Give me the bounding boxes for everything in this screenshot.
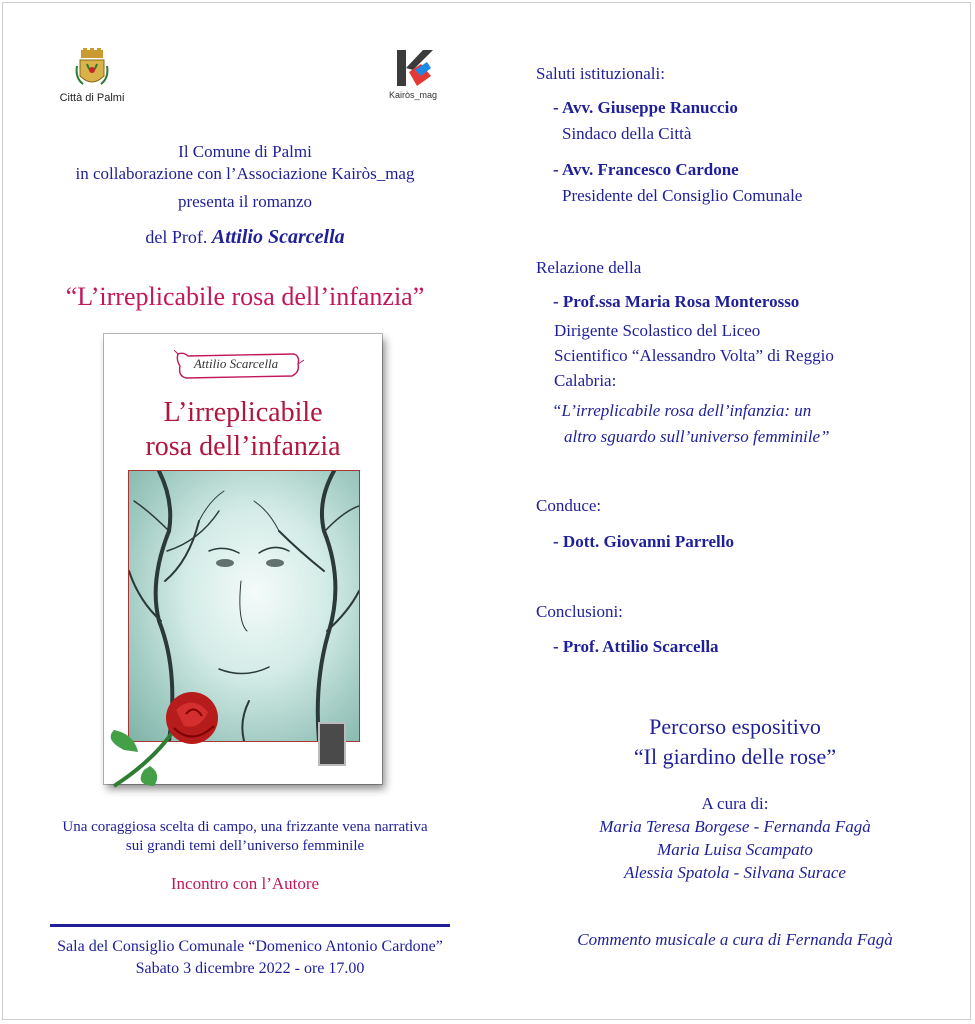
red-rose-icon [104, 690, 234, 790]
exhibition-line-2: “Il giardino delle rose” [633, 744, 837, 769]
speaker-4-name: - Dott. Giovanni Parrello [553, 532, 734, 551]
cover-author: Attilio Scarcella [193, 356, 279, 371]
venue-date: Sabato 3 dicembre 2022 - ore 17.00 [135, 960, 365, 977]
cover-title-line-2: rosa dell’infanzia [145, 431, 341, 462]
relazione-heading: Relazione della [536, 258, 642, 277]
curators-line-2: Maria Luisa Scampato [657, 840, 813, 859]
speaker-1-name: - Avv. Giuseppe Ranuccio [553, 98, 738, 117]
curators [560, 792, 910, 884]
exhibition-title [560, 712, 910, 772]
speaker-3-name: - Prof.ssa Maria Rosa Monterosso [553, 292, 800, 311]
venue [30, 936, 470, 980]
exhibition-line-1: Percorso espositivo [649, 714, 821, 739]
author-prefix: del Prof. [145, 227, 208, 247]
speaker-3-role [554, 318, 914, 393]
book-cover [104, 334, 382, 784]
curators-line-1: Maria Teresa Borgese - Fernanda Fagà [599, 817, 871, 836]
palmi-logo [52, 48, 132, 104]
speaker-2-role: Presidente del Consiglio Comunale [562, 186, 803, 205]
intro-line-3: presenta il romanzo [177, 192, 313, 211]
speaker-3-role-line-3: Calabria: [554, 371, 617, 390]
speaker-2-name: - Avv. Francesco Cardone [553, 160, 739, 179]
author-line [40, 226, 450, 249]
cover-title-line-1: L’irreplicabile [163, 397, 323, 428]
saluti-heading: Saluti istituzionali: [536, 64, 665, 83]
kairos-k-icon [391, 46, 435, 90]
tagline-line-2: sui grandi temi dell’universo femminile [125, 838, 365, 854]
city-crest-icon [75, 48, 109, 90]
speaker-3-role-line-2: Scientifico “Alessandro Volta” di Reggio [554, 346, 834, 365]
author-name: Attilio Scarcella [211, 226, 345, 248]
talk-title [552, 398, 904, 450]
speaker-5-name: - Prof. Attilio Scarcella [553, 637, 719, 656]
venue-line-1: Sala del Consiglio Comunale “Domenico Antonio Cardone” [57, 938, 443, 955]
music-credit: Commento musicale a cura di Fernanda Fagà [577, 930, 893, 949]
meet-author: Incontro con l’Autore [170, 874, 320, 893]
conduce-heading: Conduce: [536, 496, 602, 515]
talk-title-line-2: altro sguardo sull’universo femminile” [564, 427, 830, 446]
speaker-3-role-line-1: Dirigente Scolastico del Liceo [554, 321, 761, 340]
palmi-logo-caption: Città di Palmi [59, 92, 125, 104]
publisher-badge [318, 722, 346, 766]
divider [50, 924, 450, 927]
intro-line-2: in collaborazione con l’Associazione Kairòs_mag [75, 164, 415, 183]
curators-line-3: Alessia Spatola - Silvana Surace [624, 863, 846, 882]
speaker-1-role: Sindaco della Città [562, 124, 692, 143]
novel-title: “L’irreplicabile rosa dell’infanzia” [65, 282, 425, 311]
tagline [30, 818, 460, 856]
kairos-logo-caption: Kairòs_mag [388, 90, 438, 100]
conclusioni-heading: Conclusioni: [536, 602, 623, 621]
tagline-line-1: Una coraggiosa scelta di campo, una frizzante vena narrativa [62, 819, 428, 835]
intro-line-1: Il Comune di Palmi [178, 142, 312, 161]
kairos-logo [378, 46, 448, 100]
curated-label: A cura di: [701, 794, 769, 813]
talk-title-line-1: “L’irreplicabile rosa dell’infanzia: un [552, 401, 812, 420]
